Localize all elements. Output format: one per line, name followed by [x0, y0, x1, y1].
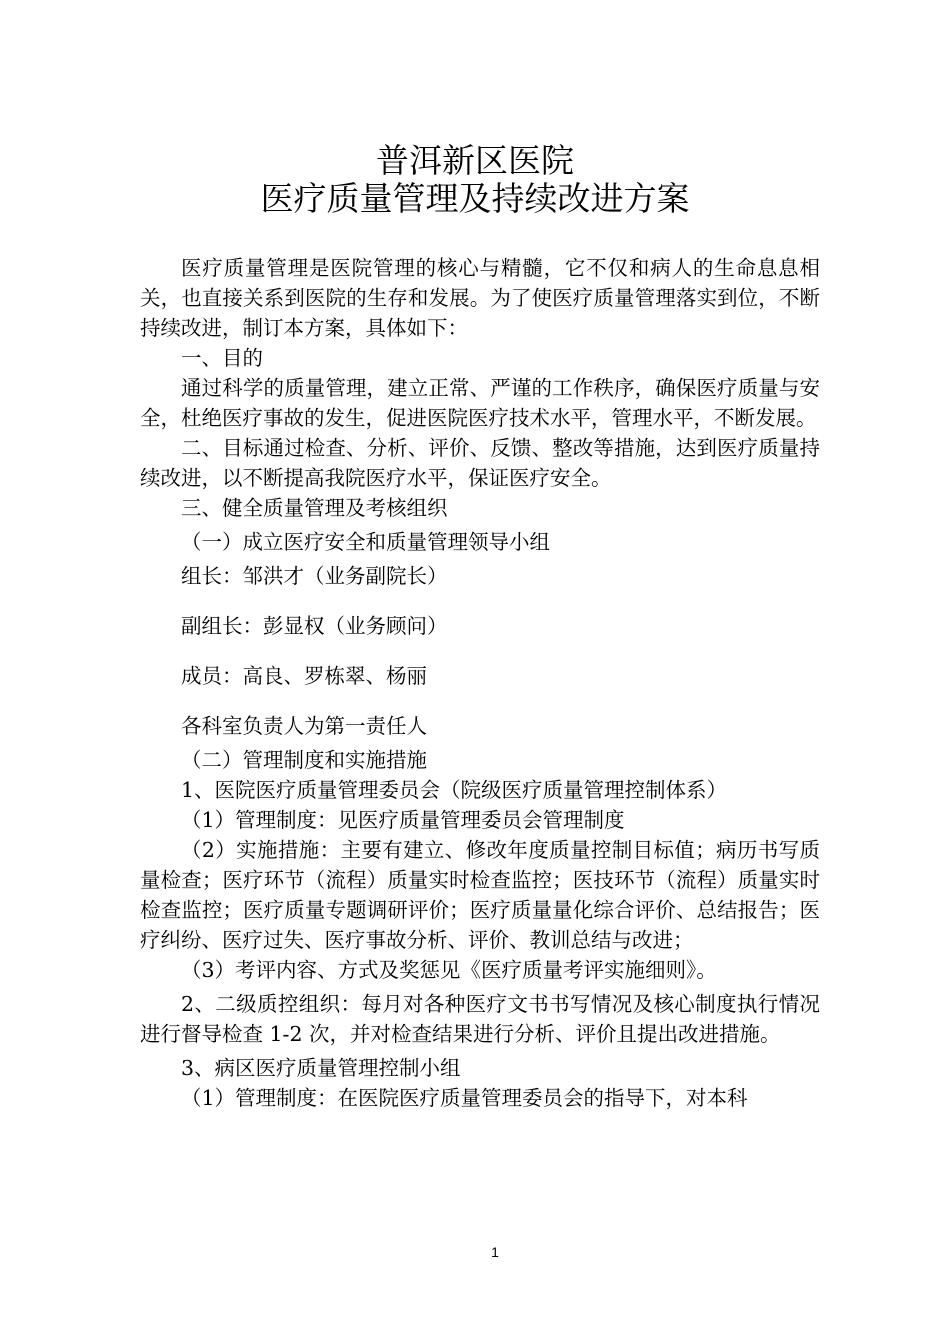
item-1-1: （1）管理制度：见医疗质量管理委员会管理制度 — [181, 808, 625, 832]
paragraph-goal: 二、目标通过检查、分析、评价、反馈、整改等措施，达到医疗质量持续改进，以不断提高我院医疗水平，保证医疗安全。 — [140, 436, 820, 490]
heading-purpose: 一、目的 — [181, 346, 263, 370]
title-plan-name: 医疗质量管理及持续改进方案 — [260, 179, 690, 218]
page-number: 1 — [491, 1244, 499, 1260]
document-body — [140, 253, 820, 1113]
item-1-heading: 1、医院医疗质量管理委员会（院级医疗质量管理控制体系） — [181, 778, 728, 802]
title-hospital-name: 普洱新区医院 — [376, 141, 574, 180]
members-line: 成员：高良、罗栋翠、杨丽 — [181, 664, 427, 688]
item-1-2: （2）实施措施：主要有建立、修改年度质量控制目标值；病历书写质量检查；医疗环节（流程）质量实时检查监控；医技环节（流程）质量实时检查监控；医疗质量专题调研评价；医疗质量量化综合评价、总结报告；医疗纠纷、医疗过失、医疗事故分析、评价、教训总结与改进； — [140, 838, 820, 952]
heading-leadership-group: （一）成立医疗安全和质量管理领导小组 — [181, 530, 550, 554]
item-1-3: （3）考评内容、方式及奖惩见《医疗质量考评实施细则》。 — [181, 958, 717, 982]
heading-management-system: （二）管理制度和实施措施 — [181, 748, 427, 772]
heading-organization: 三、健全质量管理及考核组织 — [181, 496, 448, 520]
responsible-line: 各科室负责人为第一责任人 — [181, 714, 427, 738]
item-3-1: （1）管理制度：在医院医疗质量管理委员会的指导下，对本科 — [181, 1086, 748, 1110]
item-2: 2、二级质控组织：每月对各种医疗文书书写情况及核心制度执行情况进行督导检查 1-2 次，并对检查结果进行分析、评价且提出改进措施。 — [140, 992, 820, 1046]
deputy-leader-line: 副组长：彭显权（业务顾问） — [181, 614, 448, 638]
item-3-heading: 3、病区医疗质量管理控制小组 — [181, 1056, 461, 1080]
paragraph-intro: 医疗质量管理是医院管理的核心与精髓，它不仅和病人的生命息息相关，也直接关系到医院的生存和发展。为了使医疗质量管理落实到位，不断持续改进，制订本方案，具体如下： — [140, 256, 820, 340]
paragraph-purpose: 通过科学的质量管理，建立正常、严谨的工作秩序，确保医疗质量与安全，杜绝医疗事故的发生，促进医院医疗技术水平，管理水平，不断发展。 — [140, 376, 820, 430]
leader-line: 组长：邹洪才（业务副院长） — [181, 564, 448, 588]
document-title — [0, 142, 950, 218]
